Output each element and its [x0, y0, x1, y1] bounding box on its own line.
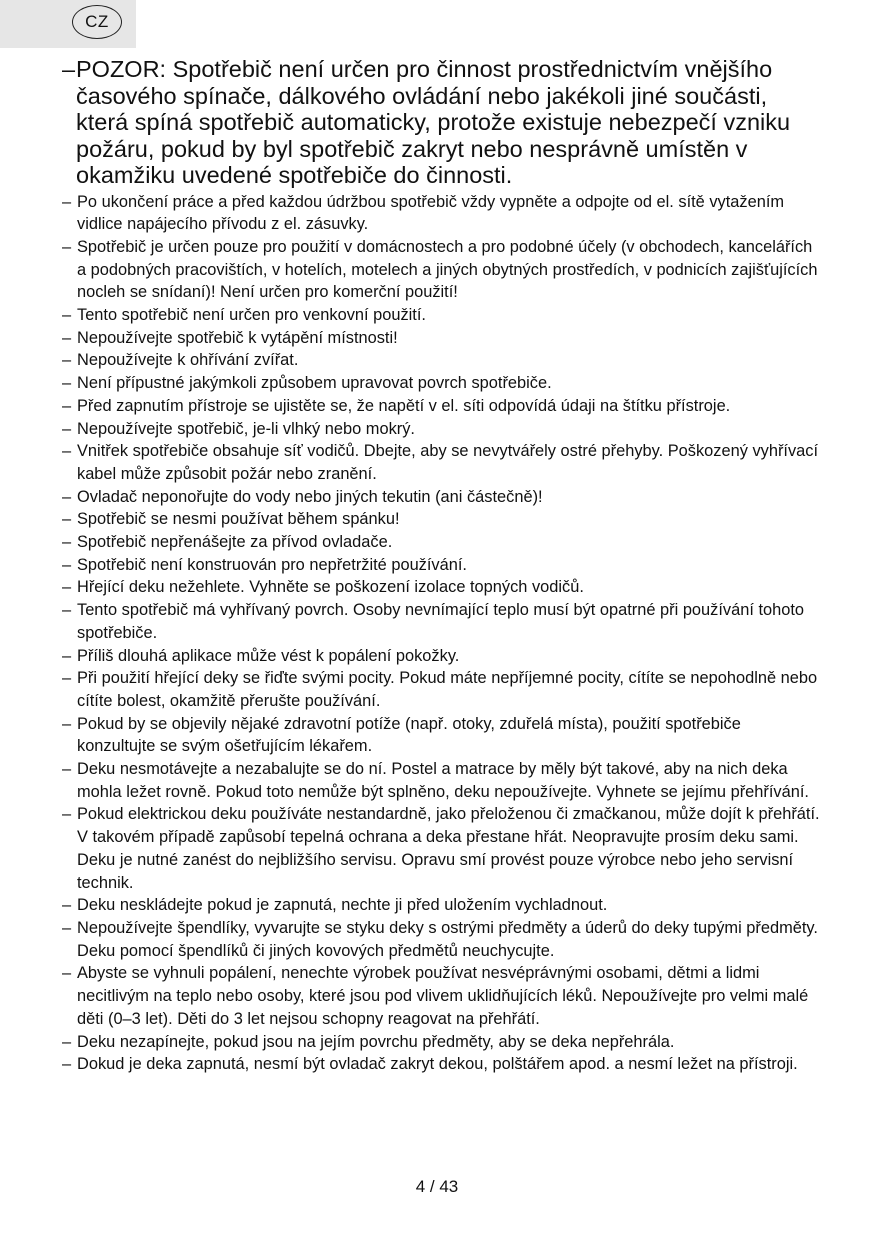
dash-bullet: –: [62, 646, 72, 665]
dash-bullet: –: [62, 555, 72, 574]
dash-bullet: –: [62, 533, 72, 552]
list-item: [62, 486, 822, 509]
item-text: Není přípustné jakýmkoli způsobem upravovat povrch spotřebiče.: [77, 374, 552, 393]
item-text: Deku nesmotávejte a nezabalujte se do ní. Postel a matrace by měly být takové, aby na nich deka mohla ležet rovně. Pokud toto nemůže být splněno, deku nepoužívejte. Vyhnete se jejímu přehřívání.: [77, 760, 809, 801]
item-text: Spotřebič se nesmi používat během spánku!: [77, 510, 400, 529]
dash-bullet: –: [62, 306, 72, 325]
list-item: [62, 372, 822, 395]
item-text: Deku neskládejte pokud je zapnutá, nechte ji před uložením vychladnout.: [77, 896, 608, 915]
item-text: Deku nezapínejte, pokud jsou na jejím povrchu předměty, aby se deka nepřehrála.: [77, 1032, 675, 1051]
item-text: Po ukončení práce a před každou údržbou spotřebič vždy vypněte a odpojte od el. sítě vytažením vidlice napájecího přívodu z el. zásuvky.: [77, 192, 785, 234]
list-item: [62, 576, 822, 599]
list-item: [62, 894, 822, 917]
page-number: 4 / 43: [415, 1177, 459, 1196]
list-item: [62, 1031, 822, 1054]
item-text: Nepoužívejte spotřebič k vytápění místnosti!: [77, 328, 398, 347]
dash-bullet: –: [62, 578, 72, 597]
item-text: Nepoužívejte k ohřívání zvířat.: [77, 351, 299, 370]
dash-bullet: –: [62, 714, 72, 733]
list-item: [62, 645, 822, 668]
dash-bullet: –: [62, 919, 72, 937]
dash-bullet: –: [62, 396, 72, 415]
dash-bullet: –: [62, 351, 72, 370]
list-item: [62, 554, 822, 577]
dash-bullet: –: [62, 896, 72, 915]
list-item: [62, 917, 822, 962]
item-text: Nepoužívejte špendlíky, vyvarujte se styku deky s ostrými předměty a úderů do deky tupými předměty. Deku pomocí špendlíků či jiných kovových předmětů neuchycujte.: [77, 919, 818, 960]
list-item: [62, 758, 822, 803]
item-text: Tento spotřebič není určen pro venkovní použití.: [77, 306, 426, 325]
item-text: Spotřebič nepřenášejte za přívod ovladače.: [77, 533, 393, 552]
language-tab: [0, 0, 136, 48]
item-text: Hřející deku nežehlete. Vyhněte se poškození izolace topných vodičů.: [77, 578, 584, 597]
item-text: Pokud elektrickou deku používáte nestandardně, jako přeloženou či zmačkanou, může dojít k přehřátí. V takovém případě zapůsobí tepelná ochrana a deka přestane hřát. Neopravujte prosím deku sami. Deku je nutné zanést do nejbližšího servisu. Opravu smí provést pouze výrobce nebo jeho servisní technik.: [77, 805, 820, 892]
item-text: Nepoužívejte spotřebič, je-li vlhký nebo mokrý.: [77, 419, 415, 438]
safety-instructions-list: [62, 56, 822, 1076]
item-text: Před zapnutím přístroje se ujistěte se, že napětí v el. síti odpovídá údaji na štítku přístroje.: [77, 396, 731, 415]
list-item: [62, 349, 822, 372]
list-item: [62, 191, 822, 236]
dash-bullet: –: [62, 487, 72, 506]
item-text: Spotřebič není konstruován pro nepřetržité používání.: [77, 555, 467, 574]
item-text: Příliš dlouhá aplikace může vést k popálení pokožky.: [77, 646, 460, 665]
item-text: Při použití hřející deky se řiďte svými pocity. Pokud máte nepříjemné pocity, cítíte se nepohodlně nebo cítíte bolest, okamžitě přerušte používání.: [77, 669, 818, 710]
list-item: [62, 962, 822, 1030]
list-item: [62, 1053, 822, 1076]
list-item: [62, 418, 822, 441]
item-text: Tento spotřebič má vyhřívaný povrch. Osoby nevnímající teplo musí být opatrné při používání tohoto spotřebiče.: [77, 601, 805, 642]
dash-bullet: –: [62, 442, 72, 461]
dash-bullet: –: [62, 964, 72, 983]
list-item: [62, 508, 822, 531]
dash-bullet: –: [62, 760, 72, 779]
dash-bullet: –: [62, 1055, 72, 1074]
dash-bullet: –: [62, 237, 72, 256]
dash-bullet: –: [62, 328, 72, 347]
list-item: [62, 395, 822, 418]
dash-bullet: –: [62, 1032, 72, 1051]
list-item: [62, 803, 822, 894]
list-item: [62, 304, 822, 327]
item-text: POZOR: Spotřebič není určen pro činnost prostřednictvím vnějšího časového spínače, dálkového ovládání nebo jakékoli jiné součásti, která spíná spotřebič automaticky, protože existuje nebezpečí vzniku požáru, pokud by byl spotřebič zakryt nebo nesprávně umístěn v okamžiku uvedené spotřebiče do činnosti.: [76, 56, 791, 188]
dash-bullet: –: [62, 805, 72, 824]
dash-bullet: –: [62, 192, 72, 211]
item-text: Dokud je deka zapnutá, nesmí být ovladač zakryt dekou, polštářem apod. a nesmí ležet na přístroji.: [77, 1055, 798, 1074]
list-item: [62, 440, 822, 485]
list-item: [62, 236, 822, 304]
item-text: Pokud by se objevily nějaké zdravotní potíže (např. otoky, zduřelá místa), použití spotřebiče konzultujte se svým ošetřujícím lékařem.: [77, 714, 741, 756]
list-item: [62, 56, 822, 189]
language-badge: CZ: [72, 5, 122, 39]
dash-bullet: –: [62, 601, 72, 620]
dash-bullet: –: [62, 419, 72, 438]
item-text: Spotřebič je určen pouze pro použití v domácnostech a pro podobné účely (v obchodech, kancelářích a podobných pracovištích, v hotelích, motelech a jiných obytných prostředích, v podnicích zajišťujících nocleh se snídaní)! Není určen pro komerční použití!: [77, 237, 818, 302]
dash-bullet: –: [62, 374, 72, 393]
dash-bullet: –: [62, 510, 72, 529]
dash-bullet: –: [62, 669, 72, 688]
list-item: [62, 327, 822, 350]
item-text: Ovladač neponořujte do vody nebo jiných tekutin (ani částečně)!: [77, 487, 543, 506]
list-item: [62, 599, 822, 644]
dash-bullet: –: [62, 56, 76, 82]
item-text: Vnitřek spotřebiče obsahuje síť vodičů. Dbejte, aby se nevytvářely ostré přehyby. Poškozený vyhřívací kabel může způsobit požár nebo zranění.: [77, 442, 819, 483]
list-item: [62, 531, 822, 554]
item-text: Abyste se vyhnuli popálení, nenechte výrobek používat nesvéprávnými osobami, dětmi a lidmi necitlivým na teplo nebo osoby, které jsou pod vlivem uklidňujících léků. Nepoužívejte pro velmi malé děti (0–3 let). Děti do 3 let nejsou schopny reagovat na přehřátí.: [77, 964, 809, 1028]
list-item: [62, 713, 822, 758]
list-item: [62, 667, 822, 712]
